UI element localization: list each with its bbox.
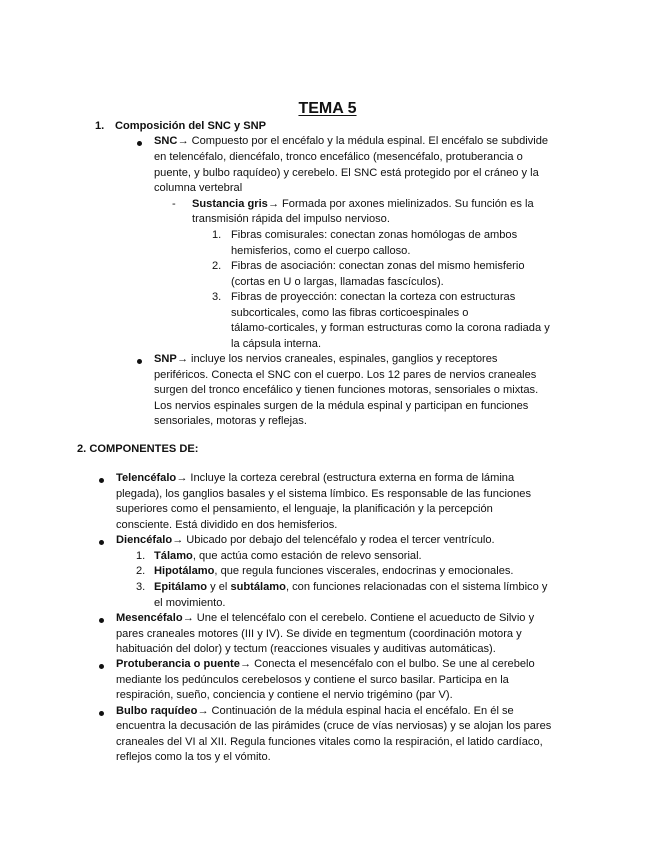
snp-paragraph-line: Los nervios espinales surgen de la médula espinal y participan en funciones bbox=[154, 400, 529, 412]
snc-paragraph-line: SNC→ Compuesto por el encéfalo y la médula espinal. El encéfalo se subdivide bbox=[154, 135, 549, 147]
list-item-line: (cortas en U o largas, llamadas fascículos). bbox=[231, 276, 444, 288]
bullet-icon bbox=[99, 478, 104, 483]
list-number: 1. bbox=[212, 229, 222, 241]
list-item-line: hemisferios, como el cuerpo calloso. bbox=[231, 245, 411, 257]
section-1-heading: 1. Composición del SNC y SNP bbox=[95, 120, 267, 132]
section-2-heading: 2. COMPONENTES DE: bbox=[77, 443, 199, 455]
list-item-line: Fibras de proyección: conectan la corteza con estructuras bbox=[231, 291, 516, 303]
bullet-icon bbox=[137, 141, 142, 146]
list-number: 1. bbox=[136, 550, 146, 562]
bullet-icon bbox=[99, 711, 104, 716]
protuberancia-line: respiración, sueño, conciencia y contiene el nervio trigémino (par V). bbox=[116, 689, 453, 701]
diencefalo-line: Diencéfalo→ Ubicado por debajo del telencéfalo y rodea el tercer ventrículo. bbox=[116, 534, 495, 546]
list-item-line: Tálamo, que actúa como estación de relevo sensorial. bbox=[154, 550, 422, 562]
telencefalo-line: superiores como el pensamiento, el lenguaje, la planificación y la percepción bbox=[116, 503, 493, 515]
list-item-line: subcorticales, como las fibras corticoespinales o bbox=[231, 307, 469, 319]
sustancia-gris-line: transmisión rápida del impulso nervioso. bbox=[192, 213, 390, 225]
list-item-line: Epitálamo y el subtálamo, con funciones relacionadas con el sistema límbico y bbox=[154, 581, 548, 593]
protuberancia-line: Protuberancia o puente→ Conecta el mesencéfalo con el bulbo. Se une al cerebelo bbox=[116, 658, 535, 670]
mesencefalo-line: pares craneales motores (III y IV). Se divide en tegmentum (coordinación motora y bbox=[116, 628, 522, 640]
list-item-line: tálamo-corticales, y forman estructuras como la corona radiada y bbox=[231, 322, 550, 334]
list-number: 3. bbox=[136, 581, 146, 593]
telencefalo-line: consciente. Está dividido en dos hemisferios. bbox=[116, 519, 338, 531]
list-item-line: Hipotálamo, que regula funciones viscerales, endocrinas y emocionales. bbox=[154, 565, 514, 577]
snp-paragraph-line: SNP→ incluye los nervios craneales, espinales, ganglios y receptores bbox=[154, 353, 498, 365]
list-number: 3. bbox=[212, 291, 222, 303]
dash-marker: - bbox=[172, 198, 176, 210]
snc-paragraph-line: puente, y bulbo raquídeo) y cerebelo. El SNC está protegido por el cráneo y la bbox=[154, 167, 539, 179]
list-item-line: la cápsula interna. bbox=[231, 338, 322, 350]
list-item-line: el movimiento. bbox=[154, 597, 226, 609]
bulbo-line: craneales del VI al XII. Regula funciones vitales como la respiración, el latido cardíaco, bbox=[116, 736, 543, 748]
bullet-icon bbox=[99, 540, 104, 545]
bulbo-line: reflejos como la tos y el vómito. bbox=[116, 751, 271, 763]
sustancia-gris-line: Sustancia gris→ Formada por axones mielinizados. Su función es la bbox=[192, 198, 534, 210]
list-item-line: Fibras comisurales: conectan zonas homólogas de ambos bbox=[231, 229, 518, 241]
bulbo-line: encuentra la decusación de las pirámides (cruce de vías nerviosas) y se alojan los pares bbox=[116, 720, 552, 732]
snc-paragraph-line: columna vertebral bbox=[154, 182, 243, 194]
list-item-line: Fibras de asociación: conectan zonas del mismo hemisferio bbox=[231, 260, 525, 272]
snc-paragraph-line: en telencéfalo, diencéfalo, tronco encefálico (mesencéfalo, protuberancia o bbox=[154, 151, 523, 163]
list-number: 2. bbox=[136, 565, 146, 577]
bullet-icon bbox=[137, 359, 142, 364]
mesencefalo-line: Mesencéfalo→ Une el telencéfalo con el cerebelo. Contiene el acueducto de Silvio y bbox=[116, 612, 535, 624]
bullet-icon bbox=[99, 664, 104, 669]
bullet-icon bbox=[99, 618, 104, 623]
protuberancia-line: mediante los pedúnculos cerebelosos y contiene el surco basilar. Participa en la bbox=[116, 674, 509, 686]
bulbo-line: Bulbo raquídeo→ Continuación de la médula espinal hacia el encéfalo. En él se bbox=[116, 705, 514, 717]
mesencefalo-line: habituación del dolor) y tectum (reacciones visuales y auditivas automáticas). bbox=[116, 643, 496, 655]
page-title: TEMA 5 bbox=[298, 100, 357, 117]
snp-paragraph-line: sensoriales, motoras y reflejas. bbox=[154, 415, 307, 427]
snp-paragraph-line: surgen del tronco encefálico y tienen funciones motoras, sensoriales o mixtas. bbox=[154, 384, 539, 396]
snp-paragraph-line: periféricos. Conecta el SNC con el cuerpo. Los 12 pares de nervios craneales bbox=[154, 369, 537, 381]
list-number: 2. bbox=[212, 260, 222, 272]
telencefalo-line: Telencéfalo→ Incluye la corteza cerebral (estructura externa en forma de lámina bbox=[116, 472, 515, 484]
telencefalo-line: plegada), los ganglios basales y el sistema límbico. Es responsable de las funciones bbox=[116, 488, 532, 500]
